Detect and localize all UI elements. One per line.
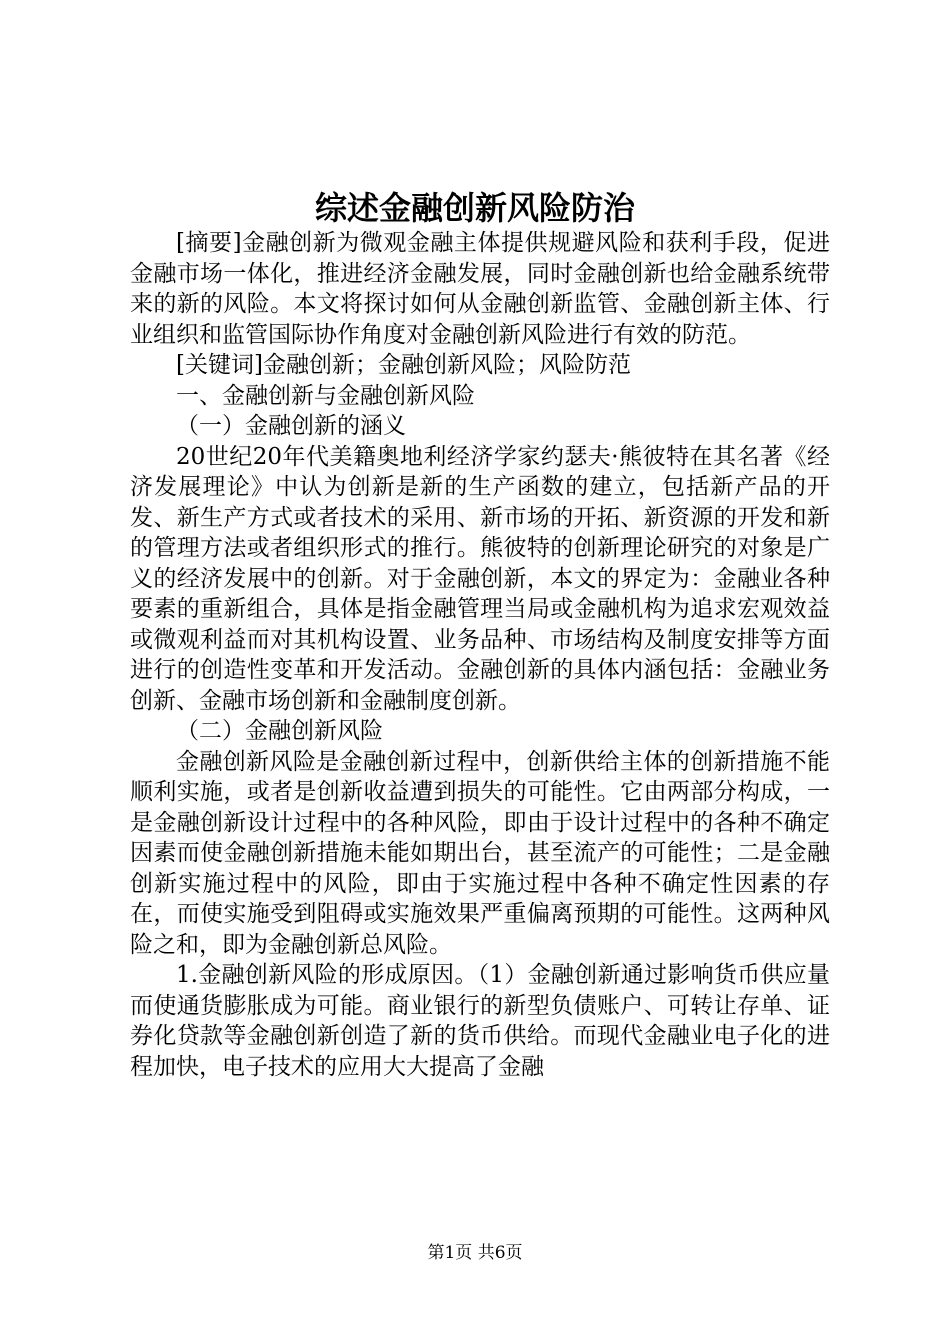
page-number-footer: 第1页 共6页 — [427, 1243, 523, 1263]
subsection-heading-2: （二）金融创新风险 — [176, 718, 383, 744]
subsection-heading-1: （一）金融创新的涵义 — [176, 413, 406, 439]
body-paragraph-risk: 金融创新风险是金融创新过程中，创新供给主体的创新措施不能顺利实施，或者是创新收益遭到损失的可能性。它由两部分构成，一是金融创新设计过程中的各种风险，即由于设计过程中的各种不确定因素而使金融创新措施未能如期出台，甚至流产的可能性；二是金融创新实施过程中的风险，即由于实施过程中各种不确定性因素的存在，而使实施受到阻碍或实施效果严重偏离预期的可能性。这两种风险之和，即为金融创新总风险。 — [130, 748, 830, 958]
body-paragraph-innovation: 20世纪20年代美籍奥地利经济学家约瑟夫·熊彼特在其名著《经济发展理论》中认为创新是新的生产函数的建立，包括新产品的开发、新生产方式或者技术的采用、新市场的开拓、新资源的开发和新的管理方法或者组织形式的推行。熊彼特的创新理论研究的对象是广义的经济发展中的创新。对于金融创新，本文的界定为：金融业各种要素的重新组合，具体是指金融管理当局或金融机构为追求宏观效益或微观利益而对其机构设置、业务品种、市场结构及制度安排等方面进行的创造性变革和开发活动。金融创新的具体内涵包括：金融业务创新、金融市场创新和金融制度创新。 — [130, 443, 830, 714]
document-title: 综述金融创新风险防治 — [314, 189, 635, 227]
keywords-paragraph: [关键词]金融创新；金融创新风险；风险防范 — [176, 352, 631, 378]
section-heading-1: 一、金融创新与金融创新风险 — [176, 382, 475, 409]
abstract-paragraph: [摘要]金融创新为微观金融主体提供规避风险和获利手段，促进金融市场一体化，推进经济金融发展，同时金融创新也给金融系统带来的新的风险。本文将探讨如何从金融创新监管、金融创新主体、行业组织和监管国际协作角度对金融创新风险进行有效的防范。 — [130, 230, 830, 348]
body-paragraph-causes: 1.金融创新风险的形成原因。（1）金融创新通过影响货币供应量而使通货膨胀成为可能。商业银行的新型负债账户、可转让存单、证券化贷款等金融创新创造了新的货币供给。而现代金融业电子化的进程加快，电子技术的应用大大提高了金融 — [130, 962, 830, 1080]
document-body — [130, 228, 830, 1082]
